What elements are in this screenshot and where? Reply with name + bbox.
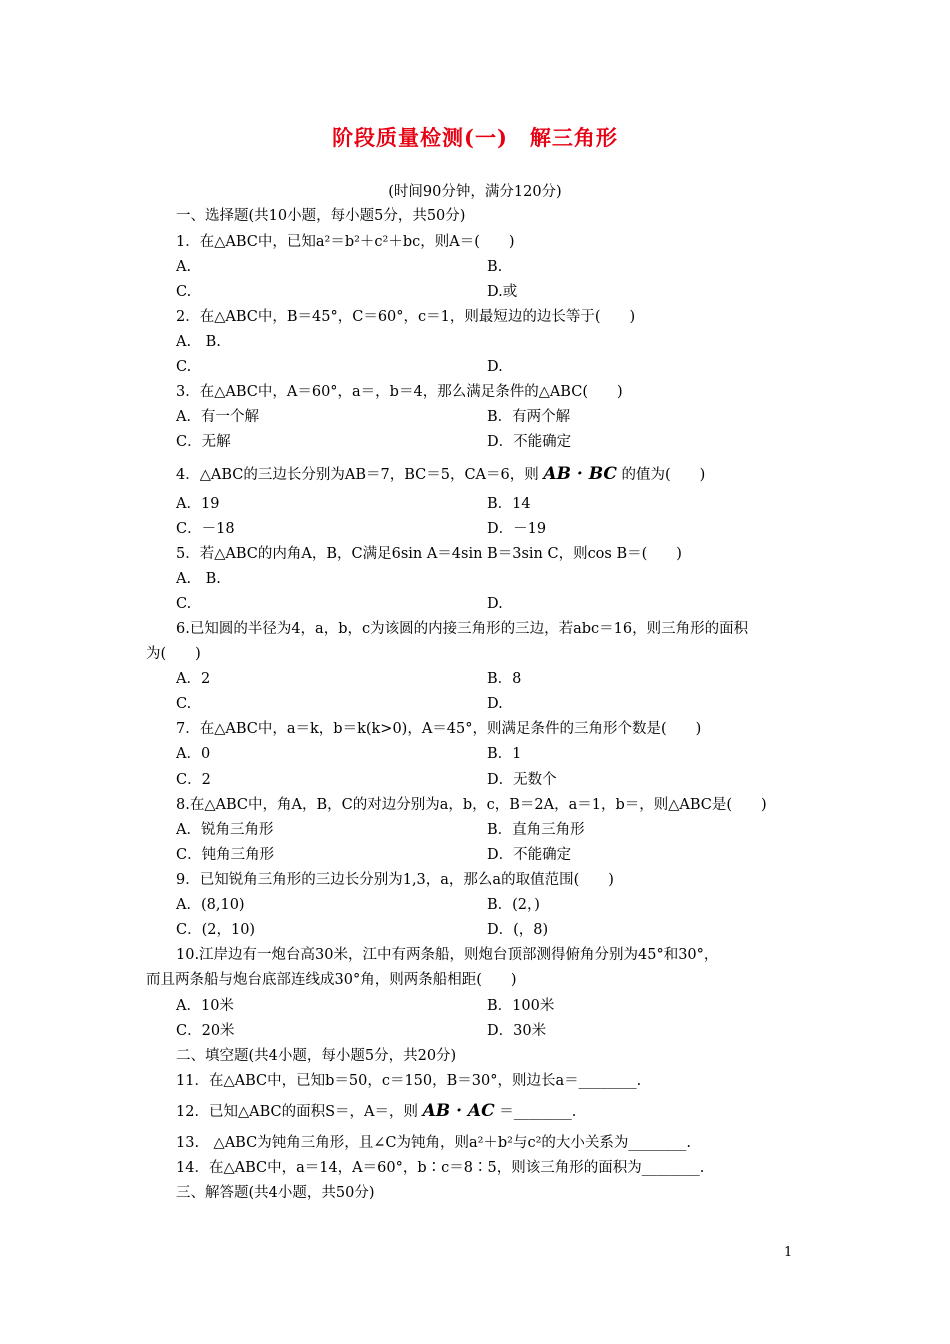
question-7-option-d: D．无数个 <box>487 772 557 788</box>
question-3-option-b: B．有两个解 <box>487 409 571 425</box>
question-8-option-b: B．直角三角形 <box>487 822 585 838</box>
question-4-option-a: A．19 <box>176 496 220 512</box>
question-2-option-d: D. <box>487 359 503 375</box>
question-4-stem <box>176 464 705 485</box>
question-9-option-a: A．(8,10) <box>176 897 245 913</box>
question-5-option-a: A. B. <box>176 571 221 587</box>
vector-dot-product: AB · AC <box>422 1101 495 1121</box>
question-1-option-b: B. <box>487 259 503 275</box>
question-7-option-a: A．0 <box>176 746 211 762</box>
question-7-option-c: C．2 <box>176 772 211 788</box>
question-5-option-c: C. <box>176 596 192 612</box>
question-6-option-a: A．2 <box>176 671 211 687</box>
question-5-option-d: D. <box>487 596 503 612</box>
question-12 <box>176 1101 576 1122</box>
question-3-stem: 3．在△ABC中，A＝60°，a＝，b＝4，那么满足条件的△ABC( ) <box>176 384 623 400</box>
question-1-stem: 1．在△ABC中，已知a²＝b²＋c²＋bc，则A＝( ) <box>176 234 515 250</box>
question-9-option-c: C．(2，10) <box>176 922 256 938</box>
question-12-pre: 12．已知△ABC的面积S＝，A＝，则 <box>176 1104 418 1120</box>
question-1-option-c: C. <box>176 284 192 300</box>
question-4-stem-pre: 4．△ABC的三边长分别为AB＝7，BC＝5，CA＝6，则 <box>176 467 539 483</box>
question-14: 14．在△ABC中，a＝14，A＝60°，b∶c＝8∶5，则该三角形的面积为________. <box>176 1160 705 1176</box>
question-1-option-d: D.或 <box>487 284 518 300</box>
page-number: 1 <box>784 1245 793 1260</box>
vector-dot-product: AB · BC <box>543 464 617 484</box>
question-10-option-c: C．20米 <box>176 1023 235 1039</box>
question-11: 11．在△ABC中，已知b＝50，c＝150，B＝30°，则边长a＝________. <box>176 1073 642 1089</box>
question-8-option-c: C．钝角三角形 <box>176 847 275 863</box>
question-6-option-d: D. <box>487 696 503 712</box>
exam-time-info: (时间90分钟，满分120分) <box>388 184 562 200</box>
question-6-stem-line2: 为( ) <box>146 646 201 662</box>
question-7-option-b: B．1 <box>487 746 522 762</box>
question-1-option-a: A. <box>176 259 192 275</box>
question-10-option-d: D．30米 <box>487 1023 547 1039</box>
question-9-option-d: D．(，8) <box>487 922 549 938</box>
question-6-stem-line1: 6.已知圆的半径为4，a，b，c为该圆的内接三角形的三边，若abc＝16，则三角形的面积 <box>176 621 749 637</box>
section-answer-heading: 三、解答题(共4小题，共50分) <box>176 1185 375 1201</box>
question-8-option-a: A．锐角三角形 <box>176 822 274 838</box>
question-3-option-a: A．有一个解 <box>176 409 259 425</box>
section-fill-in-heading: 二、填空题(共4小题，每小题5分，共20分) <box>176 1048 457 1064</box>
question-2-stem: 2．在△ABC中，B＝45°，C＝60°，c＝1，则最短边的边长等于( ) <box>176 309 636 325</box>
question-12-post: ＝________. <box>499 1104 577 1120</box>
question-9-option-b: B．(2，) <box>487 897 540 913</box>
question-6-option-b: B．8 <box>487 671 522 687</box>
question-10-stem-line1: 10.江岸边有一炮台高30米，江中有两条船，则炮台顶部测得俯角分别为45°和30°， <box>176 947 719 963</box>
page-title: 阶段质量检测(一) 解三角形 <box>332 125 618 150</box>
question-8-option-d: D．不能确定 <box>487 847 572 863</box>
question-3-option-c: C．无解 <box>176 434 231 450</box>
question-9-stem: 9．已知锐角三角形的三边长分别为1,3，a，那么a的取值范围( ) <box>176 872 614 888</box>
question-4-option-d: D．－19 <box>487 521 547 537</box>
section-choice-heading: 一、选择题(共10小题，每小题5分，共50分) <box>176 208 466 224</box>
question-10-option-a: A．10米 <box>176 998 234 1014</box>
question-2-option-a: A. B. <box>176 334 221 350</box>
question-8-stem: 8.在△ABC中，角A，B，C的对边分别为a，b，c，B＝2A，a＝1，b＝，则△ABC是( ) <box>176 797 767 813</box>
question-5-stem: 5．若△ABC的内角A，B，C满足6sin A＝4sin B＝3sin C，则cos B＝( ) <box>176 546 682 562</box>
question-7-stem: 7．在△ABC中，a＝k，b＝k(k>0)，A＝45°，则满足条件的三角形个数是( ) <box>176 721 702 737</box>
question-4-option-c: C．－18 <box>176 521 235 537</box>
question-4-stem-post: 的值为( ) <box>621 467 706 483</box>
question-3-option-d: D．不能确定 <box>487 434 572 450</box>
question-10-stem-line2: 而且两条船与炮台底部连线成30°角，则两条船相距( ) <box>146 972 517 988</box>
question-4-option-b: B．14 <box>487 496 531 512</box>
question-2-option-c: C. <box>176 359 192 375</box>
question-6-option-c: C. <box>176 696 192 712</box>
question-13: 13. △ABC为钝角三角形，且∠C为钝角，则a²＋b²与c²的大小关系为________. <box>176 1135 692 1151</box>
question-10-option-b: B．100米 <box>487 998 555 1014</box>
